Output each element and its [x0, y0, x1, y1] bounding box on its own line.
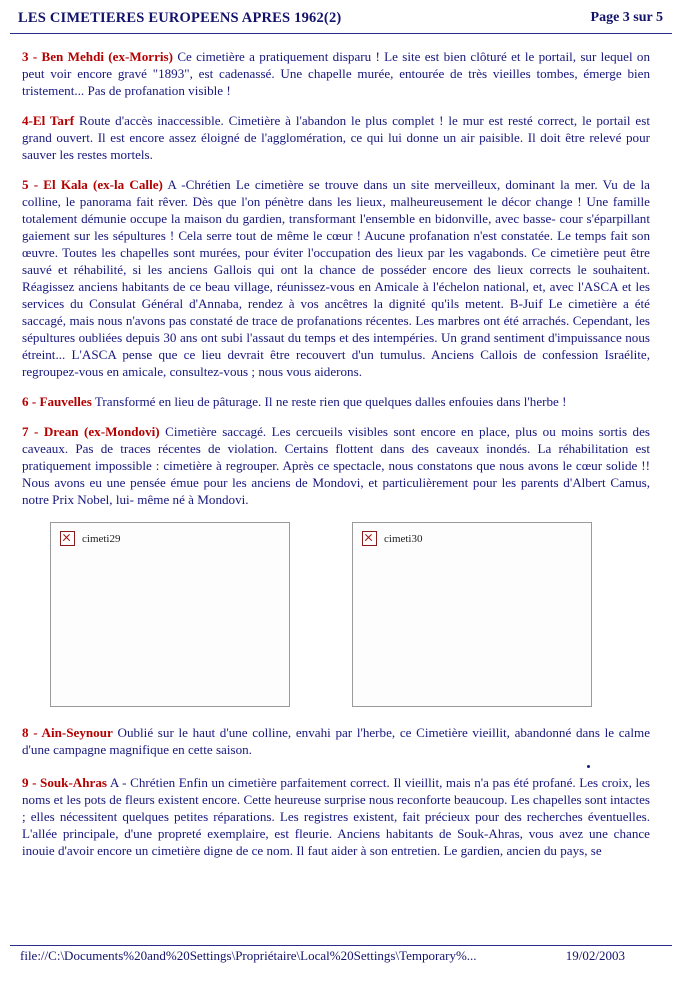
section-lead: 5 - El Kala (ex-la Calle): [22, 177, 163, 193]
section-text: Transformé en lieu de pâturage. Il ne reste rien que quelques dalles enfouies dans l'herbe !: [91, 394, 567, 410]
section-text: A -Chrétien Le cimetière se trouve dans un site merveilleux, dominant la mer. Vu de la colline, le panorama fait rêver. Dès que l'on pénètre dans les lieux, malheureusement le décor change ! Une famille totalement démunie occupe la maison du gardien, transformant l'ensemble en bidonville, avec basse- cour s'éparpillant gaiement sur les sépultures ! Cela serre tout de même le cœur ! Aucune profanation n'est constatée. Le temps fait son œuvre. Toutes les chapelles sont murées, pour éviter l'occupation des lieux par les vagabonds. Ce cimetière peut être sauvé et réhabilité, si les anciens Gallois qui ont la chance de posséder encore des lieux corrects le souhaitent. Réagissez anciens habitants de ce beau village, réunissez-vous en Amicale à l'échelon national, et, avec l'ASCA et les services du Consulat Général d'Annaba, rendez à vos ancêtres la dignité qu'ils metent. B-Juif Le cimetière a été saccagé, mais nous n'avons pas constaté de trace de profanations récentes. Les marbres ont été arrachés. Cependant, les sépultures oubliées depuis 30 ans ont subi l'assaut du temps et des intempéries. Un grand sentiment d'impuissance nous étreint... L'ASCA pense que ce lieu devrait être recouvert d'un tumulus. Anciens Callois de confession Israélite, regroupez-vous en amicale, consultez-vous ; nous vous aiderons.: [22, 177, 650, 380]
broken-image-placeholder[interactable]: [352, 522, 592, 707]
broken-image-placeholder[interactable]: [50, 522, 290, 707]
section-lead: 6 - Fauvelles: [22, 394, 92, 410]
page-indicator: Page 3 sur 5: [590, 10, 663, 25]
document-body: [22, 48, 650, 872]
section-text: Oublié sur le haut d'une colline, envahi par l'herbe, ce Cimetière vieillit, abandonné dans le calme d'une campagne magnifique en cette saison.: [22, 725, 651, 758]
section-paragraph: [22, 176, 650, 380]
section-paragraph: [22, 48, 650, 99]
section-text: Ce cimetière a pratiquement disparu ! Le site est bien clôturé et le portail, sur lequel on peut voir encore gravé "1893", est cadenassé. Une chapelle murée, entourée de très vieilles tombes, émerge bien tristement... Pas de profanation visible !: [22, 49, 651, 99]
image-placeholder-row: [22, 522, 650, 714]
footer-date: 19/02/2003: [565, 948, 625, 963]
section-text: Cimetière saccagé. Les cercueils visibles sont encore en place, plus ou moins sortis des caveaux. Pas de traces récentes de violation. Certains flottent dans des caveaux inondés. La réhabilitation est pratiquement impossible : cimetière à regrouper. Après ce spectacle, nous constatons que nous avons le cœur solide !! Nous avons eu une pensée émue pour les anciens de Mondovi, et particulièrement pour les parents d'Albert Camus, notre Prix Nobel, lui- même né à Mondovi.: [22, 424, 650, 508]
broken-image-icon: [362, 531, 377, 546]
section-paragraph: [22, 724, 650, 758]
footer-divider: [10, 945, 672, 946]
section-lead: 4-El Tarf: [22, 113, 75, 129]
section-text: A - Chrétien Enfin un cimetière parfaitement correct. Il vieillit, mais n'a pas été profané. Les croix, les noms et les pots de fleurs existent encore. Cette heureuse surprise nous reconforte beaucoup. Les chapelles sont intactes ; elles nécessitent quelques petites réparations. Les registres existent, fait précieux pour des recherches éventuelles. L'allée principale, d'une propreté exemplaire, est fleurie. Anciens habitants de Souk-Ahras, vous avez une chance inouie d'avoir encore un cimetière digne de ce nom. Il faut aider à son entretien. Le gardien, ancien du pays, se: [22, 775, 651, 859]
section-lead: 9 - Souk-Ahras: [22, 775, 108, 791]
image-alt-text: cimeti30: [384, 532, 423, 545]
footer-file-path: file://C:\Documents%20and%20Settings\Propriétaire\Local%20Settings\Temporary%...: [20, 948, 477, 963]
section-lead: 7 - Drean (ex-Mondovi): [22, 424, 160, 440]
section-paragraph: [22, 423, 650, 508]
page-footer: [0, 948, 685, 970]
broken-image-icon: [60, 531, 75, 546]
section-paragraph: [22, 774, 650, 859]
section-lead: 3 - Ben Mehdi (ex-Morris): [22, 49, 174, 64]
section-paragraph: [22, 393, 650, 410]
document-title: LES CIMETIERES EUROPEENS APRES 1962(2): [18, 10, 342, 26]
page-header: [0, 8, 685, 34]
section-paragraph: [22, 112, 650, 163]
image-alt-text: cimeti29: [82, 532, 121, 545]
section-lead: 8 - Ain-Seynour: [22, 725, 113, 741]
stray-mark: [587, 765, 590, 768]
section-text: Route d'accès inaccessible. Cimetière à l'abandon le plus complet ! le mur est resté correct, le portail est grand ouvert. Il est encore assez éloigné de l'agglomération, ce qui lui donne un air paisible. Il doit être relevé pour sauver les restes mortels.: [22, 113, 650, 163]
header-divider: [10, 33, 672, 34]
